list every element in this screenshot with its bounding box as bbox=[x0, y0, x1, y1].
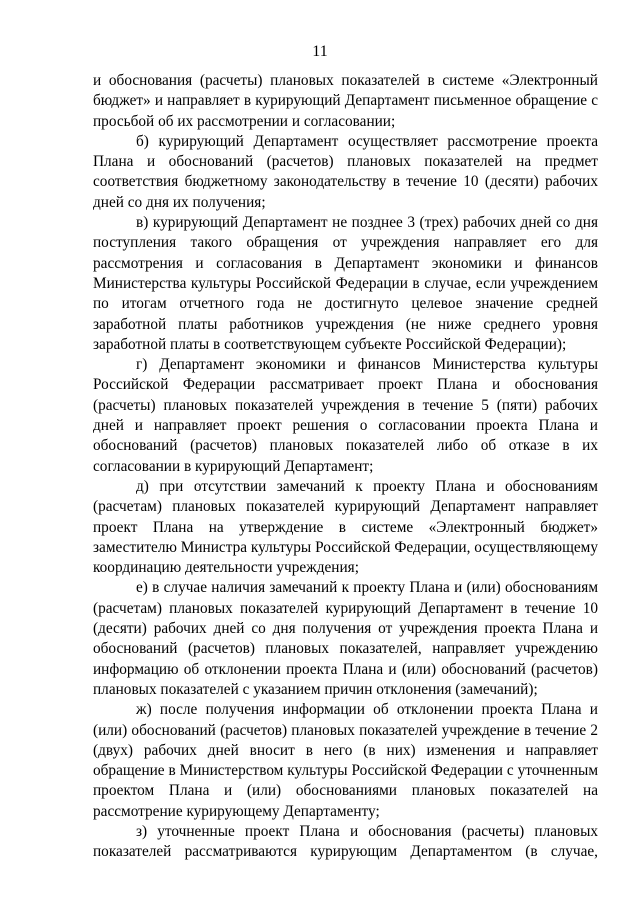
page-number: 11 bbox=[312, 43, 328, 60]
paragraph-item-e: е) в случае наличия замечаний к проекту Плана и (или) обоснованиям (расчетам) плановых показателей курирующий Департамент в течение 10 (десяти) рабочих дней со дня получения от учреждения проекта Плана и обоснований (расчетов) плановых показателей, направляет учреждению информацию об отклонении проекта Плана и (или) обоснований (расчетов) плановых показателей с указанием причин отклонения (замечаний); bbox=[93, 579, 598, 698]
paragraph-item-zh: ж) после получения информации об отклонении проекта Плана и (или) обоснований (расчетов) плановых показателей учреждение в течение 2 (двух) рабочих дней вносит в него (в них) изменения и направляет обращение в Министерством культуры Российской Федерации с уточненным проектом Плана и (или) обоснованиями плановых показателей на рассмотрение курирующему Департаменту; bbox=[93, 701, 598, 820]
paragraph-item-b: б) курирующий Департамент осуществляет рассмотрение проекта Плана и обоснований (расчетов) плановых показателей на предмет соответствия бюджетному законодательству в течение 10 (десяти) рабочих дней со дня их получения; bbox=[93, 132, 598, 211]
paragraph-item-g: г) Департамент экономики и финансов Министерства культуры Российской Федерации рассматривает проект Плана и обоснования (расчеты) плановых показателей учреждения в течение 5 (пяти) рабочих дней и направляет проект решения о согласовании проекта Плана и обоснований (расчетов) плановых показателей либо об отказе в их согласовании в курирующий Департамент; bbox=[93, 356, 598, 475]
paragraph-item-d: д) при отсутствии замечаний к проекту Плана и обоснованиям (расчетам) плановых показателей курирующий Департамент направляет проект Плана на утверждение в системе «Электронный бюджет» заместителю Министра культуры Российской Федерации, осуществляющему координацию деятельности учреждения; bbox=[93, 477, 598, 577]
paragraph-continuation: и обоснования (расчеты) плановых показателей в системе «Электронный бюджет» и направляет в курирующий Департамент письменное обращение с просьбой об их рассмотрении и согласовании; bbox=[93, 72, 598, 130]
paragraph-item-v: в) курирующий Департамент не позднее 3 (трех) рабочих дней со дня поступления такого обращения от учреждения направляет его для рассмотрения и согласования в Департамент экономики и финансов Министерства культуры Российской Федерации в случае, если учреждением по итогам отчетного года не достигнуто целевое значение средней заработной платы работников учреждения (не ниже среднего уровня заработной платы в соответствующем субъекте Российской Федерации); bbox=[93, 214, 598, 353]
paragraph-item-z: з) уточненные проект Плана и обоснования (расчеты) плановых показателей рассматриваются курирующим Департаментом (в случае, bbox=[93, 822, 598, 861]
document-body bbox=[93, 71, 598, 863]
